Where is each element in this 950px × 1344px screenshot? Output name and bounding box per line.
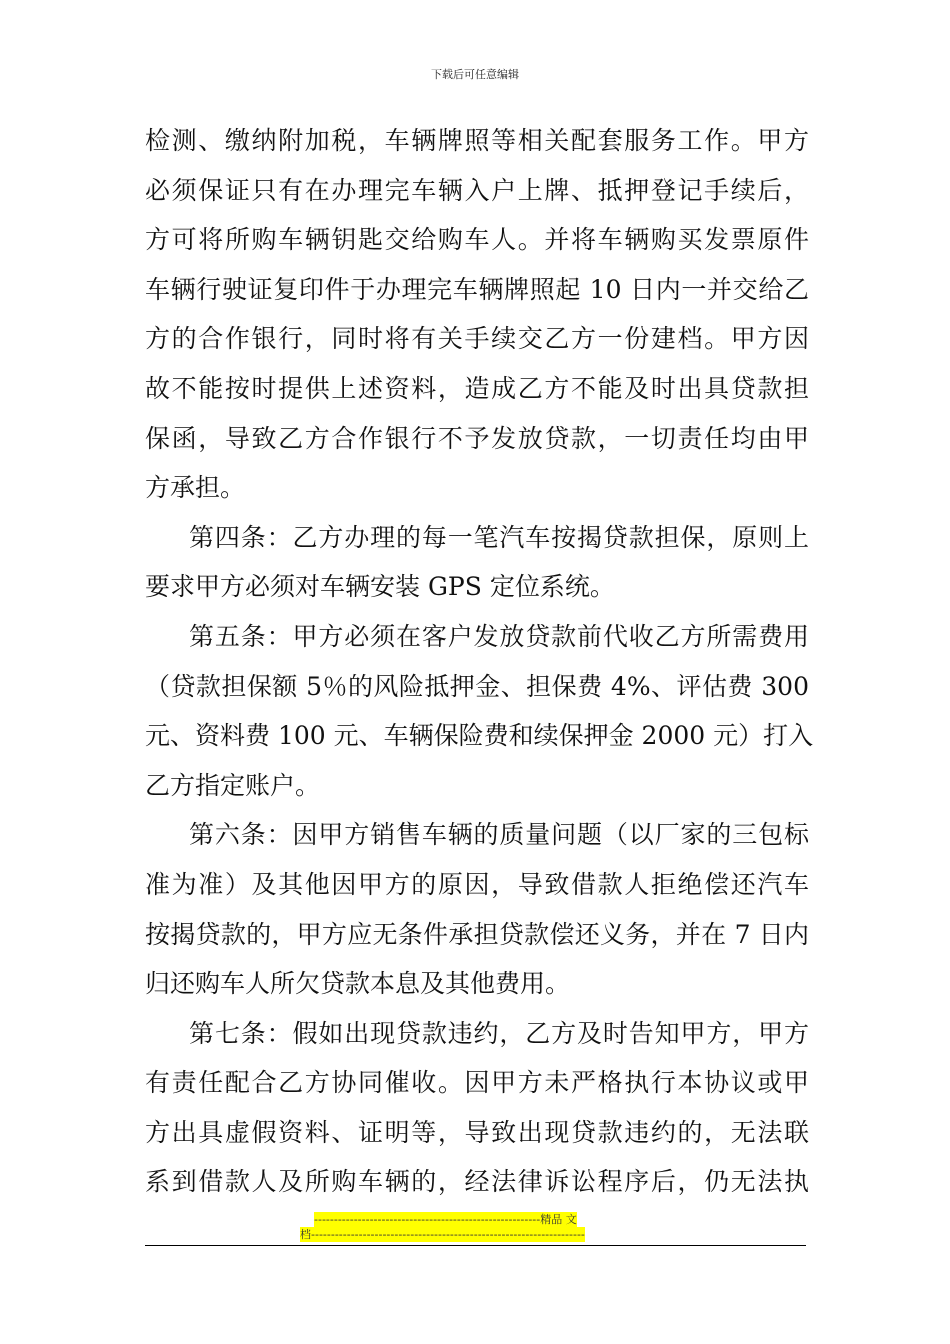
paragraph-line: 要求甲方必须对车辆安装 GPS 定位系统。: [145, 572, 615, 602]
paragraph-line: 必须保证只有在办理完车辆入户上牌、抵押登记手续后，: [145, 175, 809, 205]
paragraph-line: 方的合作银行，同时将有关手续交乙方一份建档。甲方因: [145, 324, 809, 354]
article-4-line: 第四条：乙方办理的每一笔汽车按揭贷款担保，原则上: [189, 522, 809, 552]
page-header: 下载后可任意编辑: [431, 68, 519, 81]
paragraph-line: 故不能按时提供上述资料，造成乙方不能及时出具贷款担: [145, 373, 809, 403]
article-7-line: 第七条：假如出现贷款违约，乙方及时告知甲方，甲方: [189, 1018, 809, 1048]
paragraph-line: 检测、缴纳附加税，车辆牌照等相关配套服务工作。甲方: [145, 126, 809, 155]
paragraph-line: 保函，导致乙方合作银行不予发放贷款，一切责任均由甲: [145, 423, 809, 453]
article-6-line: 第六条：因甲方销售车辆的质量问题（以厂家的三包标: [189, 820, 809, 850]
article-5-line: 第五条：甲方必须在客户发放贷款前代收乙方所需费用: [189, 621, 809, 651]
paragraph-line: （贷款担保额 5％的风险抵押金、担保费 4%、评估费 300: [145, 671, 809, 701]
paragraph-line: 方出具虚假资料、证明等，导致出现贷款违约的，无法联: [145, 1117, 809, 1147]
footer-line-1: ---------------------------------------------------------精品 文: [314, 1213, 577, 1226]
paragraph-line: 方可将所购车辆钥匙交给购车人。并将车辆购买发票原件: [145, 225, 809, 255]
paragraph-line: 元、资料费 100 元、车辆保险费和续保押金 2000 元）打入: [145, 721, 814, 751]
paragraph-line: 系到借款人及所购车辆的，经法律诉讼程序后，仍无法执: [145, 1167, 809, 1197]
footer-watermark: [300, 1212, 585, 1242]
footer-line-2: 档---------------------------------------------------------------------: [300, 1228, 585, 1241]
paragraph-line: 准为准）及其他因甲方的原因，导致借款人拒绝偿还汽车: [145, 869, 809, 899]
footer-rule: [145, 1245, 806, 1246]
paragraph-line: 车辆行驶证复印件于办理完车辆牌照起 10 日内一并交给乙: [145, 274, 809, 304]
paragraph-line: 归还购车人所欠贷款本息及其他费用。: [145, 969, 571, 999]
paragraph-line: 方承担。: [145, 473, 246, 503]
paragraph-line: 有责任配合乙方协同催收。因甲方未严格执行本协议或甲: [145, 1068, 809, 1098]
paragraph-line: 乙方指定账户。: [145, 770, 321, 800]
document-body: [145, 116, 814, 1207]
paragraph-line: 按揭贷款的，甲方应无条件承担贷款偿还义务，并在 7 日内: [145, 919, 809, 949]
